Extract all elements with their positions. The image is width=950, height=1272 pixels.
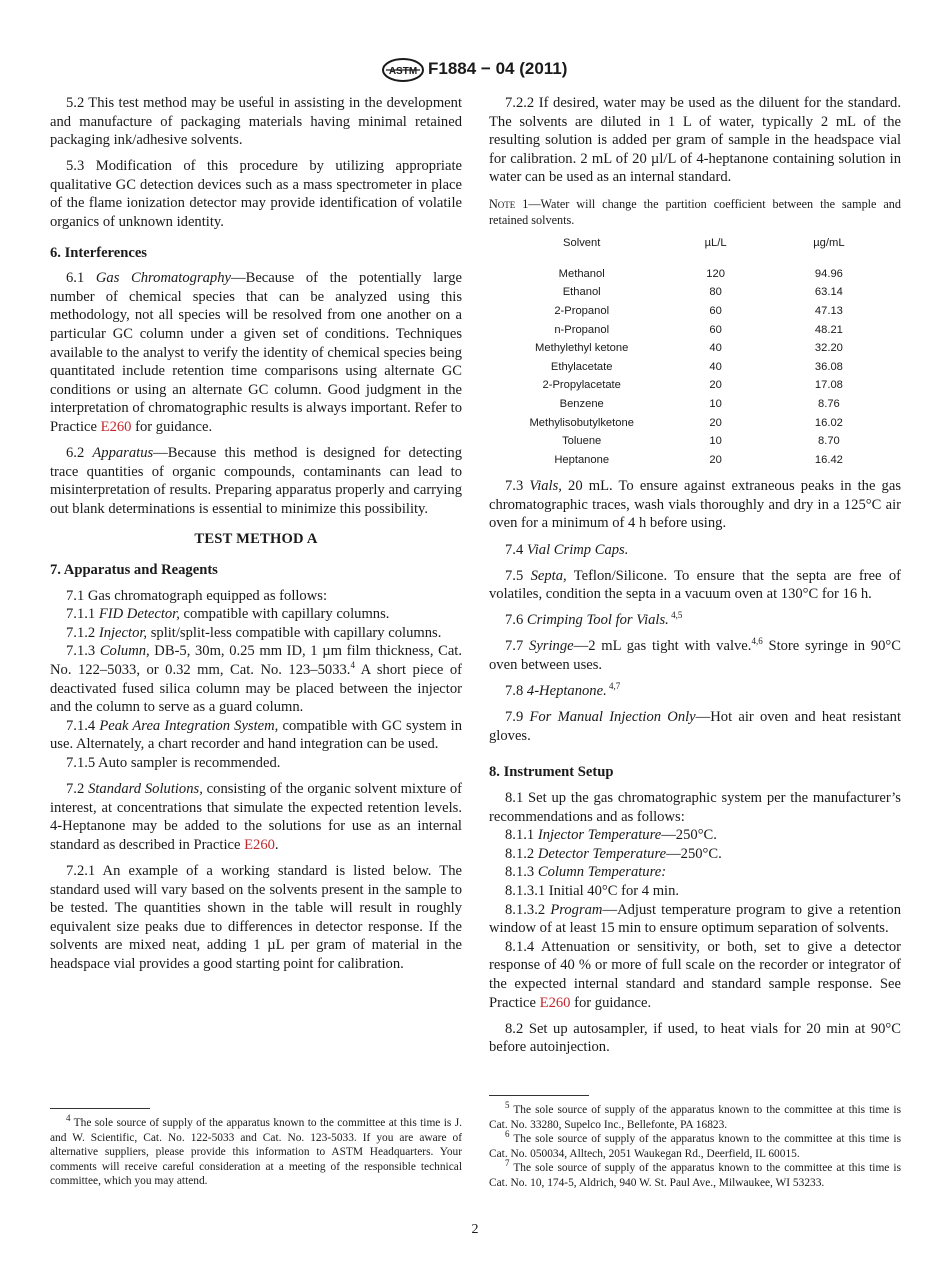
footnote-rule-left [50,1108,150,1109]
paragraph-7-6: 7.6 Crimping Tool for Vials. $^{4,5}$ [505,610,683,629]
paragraph-7-2-2: 7.2.2 If desired, water may be used as the diluent for the standard. The solvents are diluted in 1 L of water, typically 2 mL of the resulting solution is added per gram of sample in the headspace vial for calibration. 2 mL of 20 µl/L of 4-heptanone containing solution in water can be used as an internal standard. [489,95,901,186]
table-cell: 60 [709,323,722,336]
table-cell: 94.96 [814,267,843,280]
footnote-7: $^7$ The sole source of supply of the apparatus known to the committee at this time is Cat. No. 10, 174-5, Aldrich, 940 W. St. Paul Ave., Milwaukee, WI 53233. [489,1158,901,1189]
paragraph-7-1-1: 7.1.1 FID Detector, compatible with capillary columns. [66,606,390,623]
table-cell: Toluene [562,435,602,448]
paragraph-7-7: 7.7 Syringe—2 mL gas tight with valve.$^{4,6}$ Store syringe in 90°C oven between uses. [489,636,902,674]
paragraph-7-2: 7.2 Standard Solutions, consisting of the organic solvent mixture of interest, at concentrations that simulate the expected retention levels. 4-Heptanone may be added to the solutions for use as an internal standard as described in Practice E260. [50,781,462,853]
paragraph-8-1-3-1: 8.1.3.1 Initial 40°C for 4 min. [505,882,680,899]
table-cell: Methanol [558,267,605,280]
table-cell: 63.14 [814,286,843,299]
table-cell: 40 [709,342,722,355]
table-cell: 16.02 [814,416,843,429]
paragraph-8-1-2: 8.1.2 Detector Temperature—250°C. [505,845,722,862]
table-cell: 36.08 [814,360,843,373]
paragraph-8-2: 8.2 Set up autosampler, if used, to heat vials for 20 min at 90°C before autoinjection. [489,1020,901,1056]
footnote-5: $^5$ The sole source of supply of the apparatus known to the committee at this time is Cat. No. 33280, Supelco Inc., Bellefonte, PA 16823. [489,1100,901,1131]
table-row [489,321,901,340]
left-column [50,94,462,981]
table-row [489,283,901,302]
footnote-ref-4-6[interactable]: 4,6 [751,636,763,647]
footnote-rule-right [489,1095,589,1096]
paragraph-7-1: 7.1 Gas chromatograph equipped as follows: [66,587,328,604]
paragraph-6-2: 6.2 Apparatus—Because this method is designed for detecting trace quantities of organic compounds, contaminants can lead to misinterpretation of results. Preparing apparatus properly and carrying out blank determinations is essential to minimize this possibility. [50,445,463,517]
table-cell: n-Propanol [554,323,610,336]
paragraph-8-1-3: 8.1.3 Column Temperature: [505,864,667,881]
table-cell: Heptanone [554,453,610,466]
table-cell: 10 [709,397,722,410]
table-cell: 20 [709,416,722,429]
paragraph-7-1-4: 7.1.4 Peak Area Integration System, compatible with GC system in use. Alternately, a chart recorder and hand integration can be used. [50,717,462,753]
paragraph-7-1-5: 7.1.5 Auto sampler is recommended. [66,755,281,771]
paragraph-7-3: 7.3 Vials, 20 mL. To ensure against extraneous peaks in the gas chromatographic traces, wash vials thoroughly and dry in a 125°C air oven for a minimum of 4 h before using. [489,478,902,532]
table-cell: 32.20 [814,342,843,355]
table-cell: 17.08 [814,379,843,392]
footnotes-left [50,1113,462,1189]
paragraph-5-3: 5.3 Modification of this procedure by utilizing appropriate qualitative GC detection devices such as a mass spectrometer in place of the flame ionization detector may provide identification of volatile organics of unknown identity. [50,158,462,231]
table-cell: 8.70 [818,435,840,448]
right-column [489,94,901,1064]
table-row [489,376,901,395]
table-cell: 2-Propylacetate [542,379,621,392]
table-row [489,414,901,433]
test-method-heading: TEST METHOD A [194,531,318,548]
table-row [489,358,901,377]
page-header [0,58,950,84]
table-cell: 20 [709,453,722,466]
paragraph-8-1: 8.1 Set up the gas chromatographic system per the manufacturer’s recommendations and as follows: [489,790,901,825]
paragraph-7-2-1: 7.2.1 An example of a working standard is listed below. The standard used will vary based on the solvents present in the sample to be tested. The quantities shown in the table will result in roughly equivalent size peaks due to differences in detector response. If the solvents are mixed neat, adding 1 µL per gram of material in the headspace vial provides a good starting point for calibration. [50,862,462,972]
page-number: 2 [471,1222,479,1237]
paragraph-7-1-3: 7.1.3 Column, DB-5, 30m, 0.25 mm ID, 1 µm film thickness, Cat. No. 122–5033, or 0.32 mm, Cat. No. 123–5033.$^4$ A short piece of deactivated fused silica column may be placed between the injector and the column to serve as a guard column. [50,643,463,716]
paragraph-7-5: 7.5 Septa, Teflon/Silicone. To ensure that the septa are free of volatiles, condition the septa in a vacuum oven at 130°C for 16 h. [489,567,901,603]
table-row [489,451,901,470]
table-cell: Ethanol [562,286,601,299]
paragraph-5-2: 5.2 This test method may be useful in assisting in the development and manufacture of packaging materials having minimal retained packaging ink/adhesive solvents. [50,95,462,149]
footnote-ref-4-7[interactable]: 4,7 [606,681,621,692]
e260-link[interactable]: E260 [244,836,275,853]
astm-logo-icon [380,58,426,82]
table-cell: 60 [709,304,722,317]
table-cell: Methylethyl ketone [535,342,629,355]
table-row [489,265,901,284]
paragraph-6-1: 6.1 Gas Chromatography—Because of the potentially large number of chemical species that can be analyzed using this methodology, not all species will be resolved from one another on a particular GC column under a given set of conditions. Techniques available to the analyst to verify the identity of chemical species being quantitated include retention time comparisons using alternate GC conditions or using an alternate GC column. Good judgment in the interpretation of chromatographic results is always important. Refer to Practice E260 for guidance. [50,270,462,435]
footnote-ref-4[interactable]: 4 [350,660,355,671]
working-standard-table [489,234,901,469]
paragraph-8-1-4: 8.1.4 Attenuation or sensitivity, or both, set to give a detector response of 40 % or more of full scale on the recorder or integrator of the expected internal standard and standard sample response. See Practice E260 for guidance. [489,938,901,1011]
paragraph-8-1-3-2: 8.1.3.2 Program—Adjust temperature program to give a retention window of at least 15 min to ensure optimum separation of solvents. [489,901,901,937]
footnote-4: $^4$ The sole source of supply of the apparatus known to the committee at this time is J. and W. Scientific, Cat. No. 122-5033 and Cat. No. 123-5033. If you are aware of alternative suppliers, please provide this information to ASTM Headquarters. Your comments will receive careful consideration at a meeting of the responsible technical committee, which you may attend. [50,1113,462,1188]
table-cell: 47.13 [814,304,843,317]
table-row [489,339,901,358]
table-cell: Solvent [563,237,601,250]
e260-link[interactable]: E260 [539,994,571,1011]
table-cell: Benzene [559,397,604,410]
footnote-6: $^6$ The sole source of supply of the apparatus known to the committee at this time is Cat. No. 050034, Alltech, 2051 Waukegan Rd., Deerfield, IL 60015. [489,1129,901,1160]
table-cell: 80 [709,286,722,299]
table-cell: 120 [706,267,725,280]
table-row [489,302,901,321]
paragraph-7-8: 7.8 4-Heptanone. $^{4,7}$ [505,681,621,700]
table-cell: 16.42 [814,453,843,466]
section-heading-7: 7. Apparatus and Reagents [50,562,218,579]
table-cell: Ethylacetate [550,360,613,373]
table-cell: 40 [709,360,722,373]
table-row [489,395,901,414]
section-heading-6: 6. Interferences [50,244,147,261]
footnote-ref-4-5[interactable]: 4,5 [668,610,683,621]
logo-text: ASTM [388,66,418,77]
paragraph-8-1-1: 8.1.1 Injector Temperature—250°C. [505,827,717,844]
e260-link[interactable]: E260 [100,419,132,435]
table-cell: 10 [709,435,722,448]
table-cell: µL/L [704,237,727,250]
table-cell: µg/mL [813,237,845,250]
footnotes-right [489,1100,901,1191]
table-cell: 8.76 [818,397,840,410]
note-1: Note 1—Water will change the partition coefficient between the sample and retained solvents. [489,196,901,227]
table-header-row [489,234,901,265]
table-row [489,432,901,451]
table-cell: 2-Propanol [554,304,610,317]
paragraph-7-4: 7.4 Vial Crimp Caps. [505,541,629,558]
table-cell: Methylisobutylketone [529,416,634,429]
paragraph-7-9: 7.9 For Manual Injection Only—Hot air oven and heat resistant gloves. [489,709,902,744]
table-cell: 48.21 [814,323,843,336]
table-cell: 20 [709,379,722,392]
section-heading-8: 8. Instrument Setup [489,764,614,781]
paragraph-7-1-2: 7.1.2 Injector, split/split-less compatible with capillary columns. [66,624,442,641]
document-designation: F1884 − 04 (2011) [428,59,568,78]
